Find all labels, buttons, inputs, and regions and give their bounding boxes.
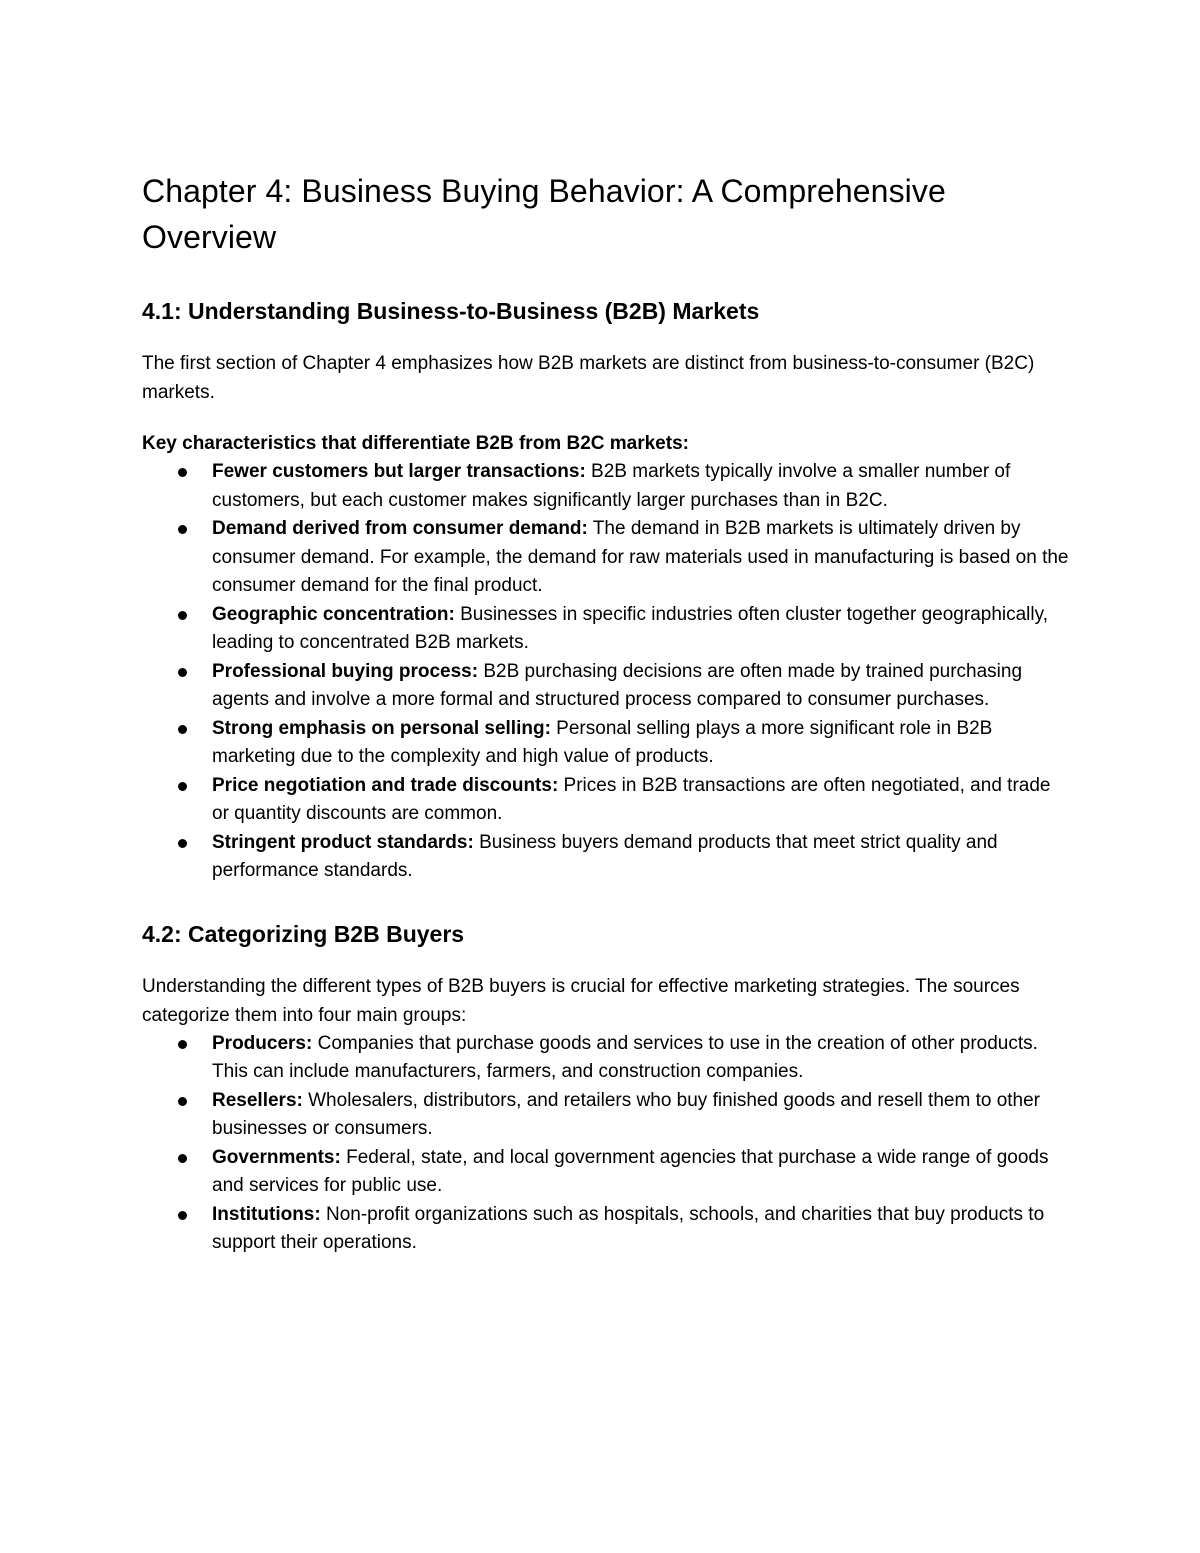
list-item	[142, 601, 1072, 658]
list-item-text: Non-profit organizations such as hospitals, schools, and charities that buy products to support their operations.	[212, 1203, 1045, 1253]
bullet-icon	[178, 725, 187, 734]
list-item-text: Companies that purchase goods and services to use in the creation of other products. This can include manufacturers, farmers, and construction companies.	[212, 1032, 1038, 1082]
list-item-text: B2B markets typically involve a smaller number of customers, but each customer makes significantly larger purchases than in B2C.	[212, 461, 1011, 511]
list-item-text: Businesses in specific industries often cluster together geographically, leading to concentrated B2B markets.	[212, 603, 1048, 653]
list-item	[142, 772, 1072, 829]
list-item	[142, 1144, 1072, 1201]
list-item	[142, 1087, 1072, 1144]
bullet-icon	[178, 668, 187, 677]
list-item-term: Professional buying process:	[212, 660, 479, 682]
list-item	[142, 515, 1072, 601]
section-2-intro: Understanding the different types of B2B buyers is crucial for effective marketing strategies. The sources categorize them into four main groups:	[142, 975, 1020, 1026]
list-item-term: Fewer customers but larger transactions:	[212, 461, 586, 482]
key-characteristics-heading: Key characteristics that differentiate B2B from B2C markets:	[142, 433, 689, 454]
list-item-text: The demand in B2B markets is ultimately driven by consumer demand. For example, the demand for raw materials used in manufacturing is based on the consumer demand for the final product.	[212, 518, 1069, 596]
list-item-term: Strong emphasis on personal selling:	[212, 717, 551, 739]
list-item	[142, 829, 1072, 886]
section-heading-4-1: 4.1: Understanding Business-to-Business (B2B) Markets	[142, 298, 760, 324]
list-item-term: Institutions:	[212, 1203, 321, 1225]
section-heading-4-2: 4.2: Categorizing B2B Buyers	[142, 920, 465, 947]
bullet-icon	[178, 1211, 187, 1220]
bullet-icon	[178, 1097, 187, 1106]
list-item-text: Wholesalers, distributors, and retailers who buy finished goods and resell them to other businesses or consumers.	[212, 1089, 1041, 1139]
list-item-term: Geographic concentration:	[212, 603, 455, 625]
list-item	[142, 1030, 1072, 1087]
list-item-term: Price negotiation and trade discounts:	[212, 774, 559, 796]
list-item-term: Resellers:	[212, 1089, 303, 1111]
bullet-icon	[178, 839, 187, 848]
bullet-icon	[178, 1040, 187, 1049]
list-item-term: Demand derived from consumer demand:	[212, 518, 588, 539]
document-title: Chapter 4: Business Buying Behavior: A Comprehensive Overview	[142, 173, 946, 255]
bullet-icon	[178, 611, 187, 620]
list-item	[142, 658, 1072, 715]
b2b-characteristics-list	[142, 458, 1072, 886]
bullet-icon	[178, 468, 187, 477]
list-item-text: Business buyers demand products that meet strict quality and performance standards.	[212, 831, 998, 881]
list-item	[142, 458, 1072, 515]
list-item-text: Personal selling plays a more significant role in B2B marketing due to the complexity and high value of products.	[212, 717, 993, 767]
document-page	[142, 168, 1072, 1258]
list-item-term: Governments:	[212, 1146, 341, 1168]
list-item	[142, 715, 1072, 772]
list-item-text: B2B purchasing decisions are often made by trained purchasing agents and involve a more formal and structured process compared to consumer purchases.	[212, 660, 1023, 710]
b2b-buyer-types-list	[142, 1030, 1072, 1258]
bullet-icon	[178, 782, 187, 791]
list-item	[142, 1201, 1072, 1258]
list-item-term: Producers:	[212, 1032, 313, 1054]
bullet-icon	[178, 525, 187, 534]
list-item-text: Federal, state, and local government agencies that purchase a wide range of goods and services for public use.	[212, 1146, 1049, 1196]
list-item-text: Prices in B2B transactions are often negotiated, and trade or quantity discounts are common.	[212, 774, 1051, 824]
bullet-icon	[178, 1154, 187, 1163]
list-item-term: Stringent product standards:	[212, 831, 474, 853]
section-1-intro: The first section of Chapter 4 emphasizes how B2B markets are distinct from business-to-consumer (B2C) markets.	[142, 353, 1035, 403]
